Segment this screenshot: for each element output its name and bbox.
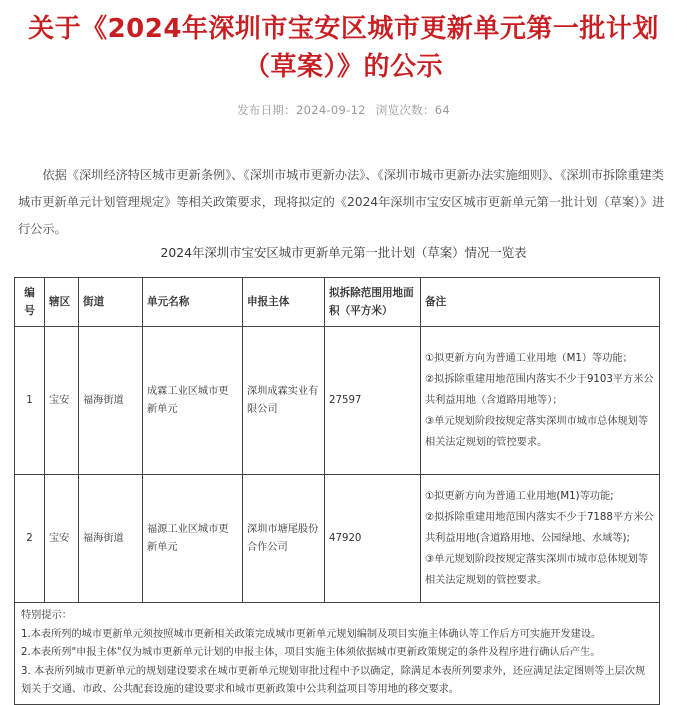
cell-district: 宝安 — [45, 327, 79, 475]
table-row — [15, 327, 660, 475]
table-row — [15, 475, 660, 603]
note-item: ③单元规划阶段按规定落实深圳市城市总体规划等相关法定规划的管控要求。 — [425, 416, 649, 448]
note-item: ②拟拆除重建用地范围内落实不少于9103平方米公共利益用地（含道路用地等）； — [425, 374, 654, 406]
special-notice-item: 3. 本表所列城市更新单元的规划建设要求在城市更新单元规划审批过程中予以确定，除满足本表所列要求外，还应满足法定图则等上层次规划关于交通、市政、公共配套设施的建设要求和城市更新政策中公共利益项目等用地的移交要求。 — [21, 665, 646, 695]
article-paragraph: 依据《深圳经济特区城市更新条例》、《深圳市城市更新办法》、《深圳市城市更新办法实施细则》、《深圳市拆除重建类城市更新单元计划管理规定》等相关政策要求，现将拟定的《2024年深圳市宝安区城市更新单元第一批计划（草案）》进行公示。 — [18, 168, 665, 237]
cell-applicant: 深圳市塘尾股份合作公司 — [243, 475, 325, 603]
header-notes: 备注 — [421, 278, 660, 327]
header-unit-name: 单元名称 — [143, 278, 243, 327]
note-item: ①拟更新方向为普通工业用地（M1）等功能； — [425, 353, 633, 364]
cell-area: 27597 — [325, 327, 421, 475]
cell-street: 福海街道 — [79, 475, 143, 603]
cell-area: 47920 — [325, 475, 421, 603]
publish-date: 发布日期：2024-09-12 — [236, 103, 366, 117]
table-footer-row — [15, 603, 660, 705]
note-item: ③单元规划阶段按规定落实深圳市城市总体规划等相关法定规划的管控要求。 — [425, 554, 649, 586]
header-district: 辖区 — [45, 278, 79, 327]
special-notice — [15, 603, 660, 705]
cell-notes — [421, 475, 660, 603]
cell-applicant: 深圳成霖实业有限公司 — [243, 327, 325, 475]
article-meta — [0, 102, 687, 118]
view-count: 浏览次数：64 — [375, 103, 451, 117]
header-area: 拟拆除范围用地面积（平方米） — [325, 278, 421, 327]
cell-notes — [421, 327, 660, 475]
cell-unit-name: 福源工业区城市更新单元 — [143, 475, 243, 603]
article-title-line-1: 关于《2024年深圳市宝安区城市更新单元第一批计划 — [28, 14, 659, 44]
header-num: 编号 — [15, 278, 45, 327]
article-title-line-2: （草案）》的公示 — [243, 52, 443, 82]
cell-unit-name: 成霖工业区城市更新单元 — [143, 327, 243, 475]
special-notice-item: 2.本表所列"申报主体"仅为城市更新单元计划的申报主体，项目实施主体须依据城市更新政策规定的条件及程序进行确认后产生。 — [21, 647, 601, 658]
cell-district: 宝安 — [45, 475, 79, 603]
table-caption: 2024年深圳市宝安区城市更新单元第一批计划（草案）情况一览表 — [160, 245, 527, 260]
header-street: 街道 — [79, 278, 143, 327]
special-notice-title: 特别提示： — [21, 610, 72, 621]
table-header-row — [15, 278, 660, 327]
article-title — [0, 10, 687, 86]
cell-num: 2 — [15, 475, 45, 603]
cell-street: 福海街道 — [79, 327, 143, 475]
cell-num: 1 — [15, 327, 45, 475]
special-notice-item: 1.本表所列的城市更新单元须按照城市更新相关政策完成城市更新单元规划编制及项目实施主体确认等工作后方可实施开发建设。 — [21, 628, 602, 640]
plan-table — [14, 277, 660, 705]
header-applicant: 申报主体 — [243, 278, 325, 327]
note-item: ②拟拆除重建用地范围内落实不少于7188平方米公共利益用地(含道路用地、公园绿地、水域等); — [425, 512, 654, 544]
note-item: ①拟更新方向为普通工业用地(M1)等功能; — [425, 491, 614, 502]
